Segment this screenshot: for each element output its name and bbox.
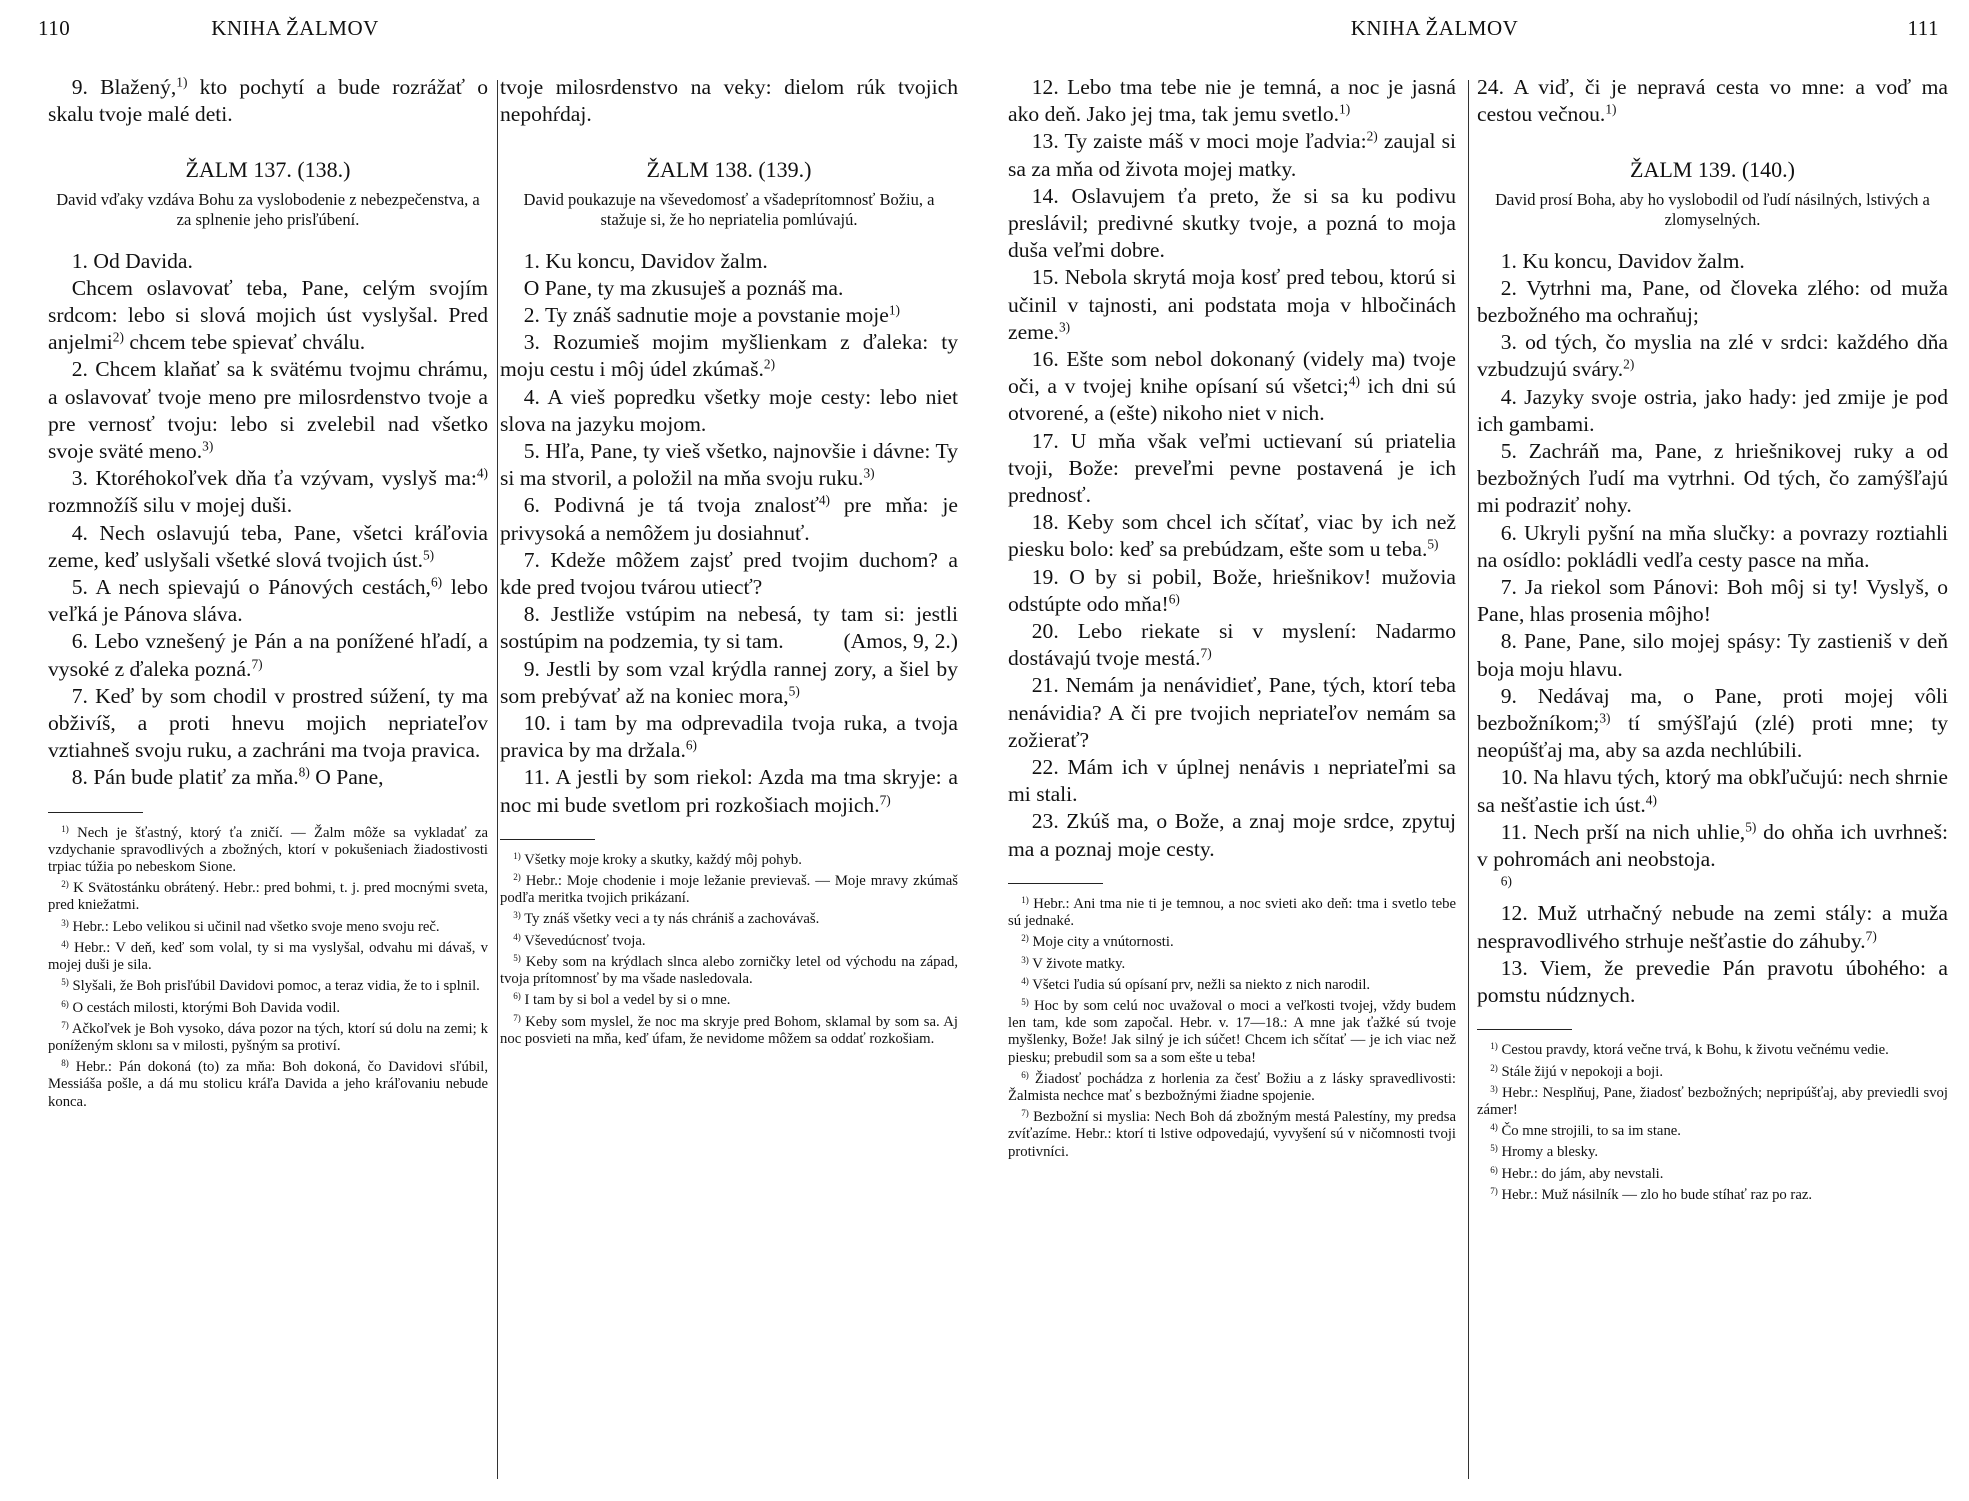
footnote-ref: 1) (1339, 101, 1351, 117)
verse (1008, 672, 1456, 754)
footnote-ref: 2) (1366, 129, 1378, 145)
verse-text: 11. A jestli by som riekol: Azda ma tma skryje: a noc mi bude svetlom pri rozkošiach mojich. (500, 765, 958, 817)
verse-text: 6. Podivná je tá tvoja znalosť (523, 493, 819, 518)
verse (1008, 564, 1456, 618)
footnote-ref: 5) (422, 547, 435, 563)
footnote-ref: 2) (1623, 357, 1635, 373)
verse-text: 9. Blažený, (71, 75, 177, 99)
verse-text: 5. A nech spievajú o Pánových cestách, (71, 575, 431, 600)
verse-text-cont: zaujal si sa za mňa od života mojej matky. (1008, 129, 1456, 181)
footnote (1008, 977, 1456, 994)
verse-text: 5. Zachráň ma, Pane, z hriešnikovej ruky a od bezbožných ľudí ma vytrhni. Od tých, čo zamýšľajú mi podraziť nohy. (1477, 439, 1948, 518)
verse (48, 465, 488, 519)
footnote (1477, 1064, 1948, 1081)
column-body (500, 74, 958, 819)
footnote-number: 2) (1490, 1062, 1498, 1073)
verse-text: 8. Pán bude platiť za mňa. (71, 765, 299, 790)
verse (1008, 264, 1456, 346)
footnote (1008, 956, 1456, 973)
verse (48, 764, 488, 791)
verse-text-cont: rozmnožíš silu v mojej duši. (48, 493, 293, 518)
verse (1477, 628, 1948, 682)
footnote-text: Ačkoľvek je Boh vysoko, dáva pozor na tých, ktorí sú dolu na zemi; k poníženým sklonı sa v milosti, pyšným sa protiví. (48, 1020, 488, 1054)
verse (500, 74, 958, 128)
footnote (500, 873, 958, 907)
footnote-number: 4) (61, 938, 69, 949)
left-page (0, 0, 970, 1501)
footnote-number: 5) (61, 977, 69, 988)
verse-text: 3. Ktoréhokoľvek dňa ťa vzývam, vyslyš ma: (71, 466, 477, 491)
footnote-number: 7) (61, 1019, 69, 1030)
verse-text: 2. Ty znáš sadnutie moje a povstanie moje (523, 303, 889, 328)
footnote-number: 3) (1021, 954, 1029, 965)
footnote-rule (1008, 883, 1103, 884)
footnote (1008, 934, 1456, 951)
footnote-text: Hebr.: Ani tma nie ti je temnou, a noc svieti ako deň: tma i svetlo tebe sú jednaké. (1008, 895, 1456, 930)
footnote (48, 1021, 488, 1055)
verse-text: 15. Nebola skrytá moja kosť pred tebou, ktorú si učinil v tajnosti, ani podstata moja v hlbočinách zeme. (1008, 265, 1456, 344)
footnote-number: 1) (61, 823, 69, 834)
psalm-title: ŽALM 138. (139.) (646, 157, 812, 183)
verse-text: 24. A viď, či je nepravá cesta vo mne: a voď ma cestou večnou. (1477, 75, 1948, 127)
verse-text: 18. Keby som chcel ich sčítať, viac by ich než piesku bolo: keď sa prebúdzam, ešte som u teba. (1008, 510, 1456, 562)
footnote-text: Hebr.: Muž násilník — zlo ho bude stíhať raz po raz. (1497, 1186, 1813, 1203)
footnote-text: Hromy a blesky. (1497, 1144, 1599, 1161)
footnotes (1477, 1042, 1948, 1204)
verse-text: 8. Pane, Pane, silo mojej spásy: Ty zastieniš v deň boja moju hlavu. (1477, 629, 1948, 681)
footnote (500, 992, 958, 1009)
footnote-number: 1) (1490, 1041, 1498, 1052)
verse-text: 10. i tam by ma odprevadila tvoja ruka, a tvoja pravica by ma držala. (500, 711, 958, 763)
footnote-text: O cestách milosti, ktorými Boh Davida vodil. (68, 999, 341, 1016)
verse-text: 14. Oslavujem ťa preto, že si sa ku podivu preslávil; predivné skutky tvoje, a pozná to moja duša veľmi dobre. (1008, 183, 1456, 263)
verse (1477, 900, 1948, 954)
verse-text: 3. Rozumieš mojim myšlienkam z ďaleka: ty moju cestu i môj údel zkúmaš. (500, 330, 958, 382)
verse (500, 329, 958, 383)
footnote (1477, 1123, 1948, 1140)
verse (1477, 955, 1948, 1009)
verse-text: 1. Od Davida. (71, 248, 193, 273)
right-page (990, 0, 1969, 1501)
footnote-number: 5) (513, 952, 521, 963)
running-head-title: KNIHA ŽALMOV (1350, 16, 1519, 40)
verse (500, 601, 958, 655)
footnote (1008, 998, 1456, 1067)
footnote-text: Hebr.: Pán dokoná (to) za mňa: Boh dokoná, čo Davidovi sľúbil, Messiáša pošle, a dá mu stolicu kráľa Davida a jeho kráľovaniu nebude konca. (48, 1059, 488, 1110)
verse-text: 4. Jazyky svoje ostria, jako hady: jed zmije je pod ich gambami. (1477, 384, 1948, 436)
verse (48, 356, 488, 465)
verse-text-cont: tí smýšľajú (zlé) proti mne; ty neopúšťaj ma, aby sa azda nechlúbili. (1477, 711, 1948, 763)
verse-text: 2. Chcem klaňať sa k svätému tvojmu chrámu, a oslavovať tvoje meno pre milosrdenstvo tvoje a pre vernosť tvoju: lebo si zvelebil nad všetko svoje sväté meno. (48, 357, 488, 464)
verse-text: 20. Lebo riekate si v myslení: Nadarmo dostávajú tvoje mestá. (1008, 619, 1456, 671)
footnote-text: Ty znáš všetky veci a ty nás chrániš a zachovávaš. (520, 911, 820, 928)
verse (1477, 248, 1948, 275)
verse-text: 7. Keď by som chodil v prostred súžení, ty ma obživíš, a proti hnevu mojich nepriateľov vztiahneš svoju ruku, a zachráni ma tvoja pravica. (48, 683, 488, 763)
verse (48, 628, 488, 682)
footnote (500, 1014, 958, 1048)
footnotes (500, 852, 958, 1048)
footnote (1477, 1166, 1948, 1183)
verse (1477, 873, 1948, 900)
verse-text-cont: ich dni sú otvorené, a (ešte) nikoho niet v nich. (1008, 374, 1456, 426)
column-divider (497, 80, 498, 1479)
footnote (1008, 1071, 1456, 1105)
verse-text-cont: kto pochytí a bude rozrážať o skalu tvoje malé deti. (48, 75, 488, 127)
footnote (48, 940, 488, 974)
footnote-number: 6) (1021, 1069, 1029, 1080)
verse (1477, 438, 1948, 520)
footnote-text: Čo mne strojili, to sa im stane. (1497, 1123, 1681, 1140)
verse-text: 10. Na hlavu tých, ktorý ma obkľučujú: nech shrnie sa nešťastie ich úst. (1477, 765, 1948, 817)
text-column (1008, 74, 1456, 1489)
footnote-ref: 1) (888, 302, 901, 318)
footnote-ref: 5) (788, 683, 800, 699)
footnote-text: V živote matky. (1028, 955, 1126, 972)
verse-text-cont: pre mňa: je privysoká a nemôžem ju dosiahnuť. (500, 493, 958, 545)
verse-text-cont: lebo veľká je Pánova sláva. (48, 575, 488, 627)
verse (48, 683, 488, 765)
verse-text: 11. Nech prší na nich uhlie, (1500, 819, 1746, 844)
footnote-text: Vševedúcnosť tvoja. (520, 932, 646, 949)
footnote-number: 7) (1021, 1108, 1029, 1119)
verse-text: 6. Lebo vznešený je Pán a na ponížené hľadí, a vysoké z ďaleka pozná. (48, 629, 488, 681)
verse (1477, 74, 1948, 128)
footnote-text: Hebr.: Lebo velikou si učinil nad všetko svoje meno svoju reč. (68, 918, 440, 935)
verse-text: 2. Vytrhni ma, Pane, od človeka zlého: od muža bezbožného ma ochraňuj; (1477, 275, 1948, 328)
verse-text: 12. Muž utrhačný nebude na zemi stály: a muža nespravodlivého strhuje nešťastie do záhuby. (1477, 901, 1948, 953)
verse-text: 22. Mám ich v úplnej nenávis ı nepriateľmi sa mi stali. (1008, 755, 1456, 807)
footnote-text: Hoc by som celú noc uvažoval o moci a veľkosti tvojej, vždy budem len tam, kde som započal. Hebr. v. 17—18.: A mne jak ťažké sú tvoje myšlenky, Bože! Jak silný je ich súčet! Chcem ich sčítať — je ich viac než piesku; prebudil som sa a som ešte u teba! (1008, 997, 1456, 1066)
footnote-ref: 6) (685, 737, 698, 753)
verse (1008, 509, 1456, 563)
verse-text: 17. U mňa však veľmi uctievaní sú priatelia tvoji, Bože: preveľmi pevne postavená je ich prednosť. (1008, 428, 1456, 508)
psalm-title: ŽALM 137. (138.) (185, 157, 351, 183)
footnotes (48, 825, 488, 1111)
footnote (1477, 1144, 1948, 1161)
verse (500, 302, 958, 329)
verse-text: 7. Ja riekol som Pánovi: Boh môj si ty! Vyslyš, o Pane, hlas prosenia môjho! (1477, 575, 1948, 627)
footnote-text: Všetci ľudia sú opísaní prv, nežli sa niekto z nich narodil. (1028, 976, 1371, 993)
footnote (1008, 896, 1456, 930)
verse-text: 1. Ku koncu, Davidov žalm. (1500, 248, 1745, 273)
running-head (0, 16, 970, 46)
column-body (1008, 74, 1456, 863)
footnote-text: Hebr.: do jám, aby nevstali. (1497, 1165, 1664, 1182)
footnote-ref: 7) (1200, 645, 1212, 661)
footnote-text: Žiadosť pochádza z horlenia za česť Božiu a z lásky spravedlivosti: Žalmista nechce mať s bezbožnými žiadne spojenie. (1008, 1070, 1456, 1104)
running-head-title: KNIHA ŽALMOV (211, 16, 379, 40)
verse-text: 4. Nech oslavujú teba, Pane, všetci kráľovia zeme, keď uslyšali všetké slová tvojich úst. (48, 520, 488, 572)
verse-text-cont: chcem tebe spievať chválu. (123, 330, 366, 355)
footnote-text: I tam by si bol a vedel by si o mne. (520, 992, 731, 1009)
footnote-number: 1) (513, 850, 521, 861)
footnote-ref: 7) (251, 656, 263, 672)
verse-text: 6. Ukryli pyšní na mňa slučky: a povrazy roztiahli na osídlo: pokládli vedľa cesty pasce na mňa. (1477, 520, 1948, 572)
footnote-text: Hebr.: V deň, keď som volal, ty si ma vyslyšal, odvahu mi dávaš, v mojej duši je sila. (48, 939, 488, 974)
footnote-ref: 4) (1645, 792, 1657, 808)
verse-text: 16. Ešte som nebol dokonaný (videly ma) tvoje oči, a v tvojej knihe opísaní sú všetci; (1008, 347, 1456, 399)
verse (500, 656, 958, 710)
footnote-number: 4) (513, 931, 521, 942)
verse (500, 384, 958, 438)
running-head (990, 16, 1969, 46)
footnote-ref: 6) (1168, 591, 1180, 607)
verse-text: tvoje milosrdenstvo na veky: dielom rúk tvojich nepohŕdaj. (500, 75, 958, 127)
footnote-ref: 4) (1348, 373, 1360, 389)
verse-text: 21. Nemám ja nenávidieť, Pane, tých, ktorí teba nenávidia? A či pre tvojich nepriateľov nemám sa zožierať? (1008, 673, 1456, 752)
verse (1477, 574, 1948, 628)
footnote-number: 3) (61, 917, 69, 928)
footnote-ref: 3) (863, 465, 875, 481)
footnote (48, 880, 488, 914)
verse-text: 9. Jestli by som vzal krýdla rannej zory, a šiel by som prebývať až na koniec mora, (500, 656, 958, 708)
footnote-number: 3) (1490, 1083, 1498, 1094)
verse (1008, 808, 1456, 862)
footnote-ref: 5) (1745, 819, 1757, 835)
footnote (48, 1059, 488, 1111)
verse (48, 74, 488, 128)
footnote-ref: 3) (202, 438, 214, 454)
footnote (500, 954, 958, 988)
verse-text: Chcem oslavovať teba, Pane, celým svojím srdcom: lebo si slová mojich úst vyslyšal. Pred anjelmi (48, 275, 488, 355)
verse-text: 12. Lebo tma tebe nie je temná, a noc je jasná ako deň. Jako jej tma, tak jemu svetlo. (1008, 75, 1456, 127)
footnote-ref: 2) (112, 329, 124, 345)
footnote (48, 1000, 488, 1017)
footnote (48, 919, 488, 936)
footnote-ref: 7) (1865, 928, 1877, 944)
footnote-number: 3) (513, 910, 521, 921)
footnote-text: Cestou pravdy, ktorá večne trvá, k Bohu, k životu večnému vedie. (1497, 1042, 1889, 1059)
footnote-number: 6) (1490, 1164, 1498, 1175)
verse (1008, 74, 1456, 128)
footnote-ref: 3) (1058, 319, 1071, 335)
verse (48, 275, 488, 357)
verse (1008, 754, 1456, 808)
footnote-text: Hebr.: Moje chodenie i moje ležanie previevaš. — Moje mravy zkúmaš podľa meritka tvojich prikázaní. (500, 873, 958, 907)
footnote-text: Hebr.: Nesplňuj, Pane, žiadosť bezbožných; nepripúšťaj, aby previedli svoj zámer! (1477, 1084, 1948, 1118)
verse (1477, 520, 1948, 574)
column-body (48, 74, 488, 792)
verse (1477, 275, 1948, 329)
page-number: 110 (38, 16, 71, 40)
verse (500, 710, 958, 764)
verse (1008, 618, 1456, 672)
footnote (500, 933, 958, 950)
footnote-ref: 1) (176, 74, 188, 90)
verse-text: 23. Zkúš ma, o Bože, a znaj moje srdce, zpytuj ma a poznaj moje cesty. (1008, 809, 1456, 861)
footnote (1477, 1042, 1948, 1059)
footnote-text: Slyšali, že Boh prisľúbil Davidovi pomoc, a teraz vidia, že to i splnil. (68, 978, 480, 995)
verse-text: 13. Ty zaiste máš v moci moje ľadvia: (1031, 129, 1367, 154)
footnote-number: 4) (1021, 975, 1029, 986)
verse (500, 275, 958, 302)
verse (1008, 183, 1456, 265)
footnote-rule (1477, 1029, 1572, 1030)
verse (1477, 683, 1948, 765)
footnote-text: Stále žijú v nepokoji a boji. (1497, 1063, 1664, 1080)
footnote-ref: 7) (879, 792, 891, 808)
footnote-ref: 8) (298, 765, 310, 781)
verse (1008, 346, 1456, 428)
footnote-number: 6) (61, 998, 69, 1009)
verse (500, 492, 958, 546)
footnote (1477, 1187, 1948, 1204)
verse (500, 764, 958, 818)
verse (500, 438, 958, 492)
footnote-number: 2) (61, 879, 69, 890)
text-column (500, 74, 958, 1489)
footnote-rule (500, 839, 595, 840)
footnote-number: 2) (1021, 933, 1029, 944)
footnote-ref: 4) (818, 493, 831, 509)
footnote-text: Moje city a vnútornosti. (1028, 934, 1174, 951)
footnote (48, 825, 488, 877)
verse (1008, 128, 1456, 182)
verse-text-cont: do ohňa ich uvrhneš: v pohromách ani neobstoja. (1477, 819, 1948, 872)
footnote (500, 852, 958, 869)
footnote (1008, 1109, 1456, 1161)
footnote-number: 5) (1021, 996, 1029, 1007)
verse-text: O Pane, ty ma zkusuješ a poznáš ma. (523, 275, 844, 300)
footnote-ref: 6) (430, 574, 443, 590)
footnote-ref: 4) (476, 465, 488, 481)
column-divider (1468, 80, 1469, 1479)
verse (48, 520, 488, 574)
verse (500, 547, 958, 601)
footnote-number: 5) (1490, 1143, 1498, 1154)
verse (1477, 764, 1948, 818)
verse-text: 13. Viem, že prevedie Pán pravotu úbohého: a pomstu núdznych. (1477, 955, 1948, 1008)
text-column (1477, 74, 1948, 1489)
scripture-reference: (Amos, 9, 2.) (843, 629, 958, 654)
footnote-text: K Svätostánku obrátený. Hebr.: pred bohmi, t. j. pred mocnými sveta, pred kniežatmi. (48, 880, 488, 914)
verse-text: 1. Ku koncu, Davidov žalm. (523, 248, 768, 273)
psalm-summary: David prosí Boha, aby ho vyslobodil od ľudí násilných, lstivých a zlomyselných. (1495, 189, 1930, 229)
footnote-ref: 6) (1500, 873, 1512, 889)
verse (48, 574, 488, 628)
verse-text: 3. od tých, čo myslia na zlé v srdci: každého dňa vzbudzujú sváry. (1477, 330, 1948, 382)
footnote-number: 4) (1490, 1122, 1498, 1133)
verse-text: 5. Hľa, Pane, ty vieš všetko, najnovšie i dávne: Ty si ma stvoril, a položil na mňa svoju ruku. (500, 439, 958, 491)
footnote-number: 6) (513, 991, 521, 1002)
footnote-number: 2) (513, 872, 521, 883)
footnote-ref: 2) (763, 357, 776, 373)
verse-text: 4. A vieš popredku všetky moje cesty: lebo niet slova na jazyku mojom. (500, 384, 958, 436)
page-number: 111 (1907, 16, 1939, 40)
verse-text: 9. Nedávaj ma, o Pane, proti mojej vôli bezbožníkom; (1477, 683, 1948, 736)
footnote-text: Keby som na krýdlach slnca alebo zorničky letel od východu na západ, tvoja prítomnosť by ma všade nasledovala. (500, 953, 958, 988)
verse (1008, 428, 1456, 510)
footnote (1477, 1085, 1948, 1119)
verse-text: 7. Kdeže môžem zajsť pred tvojim duchom? a kde pred tvojou tvárou utiecť? (500, 547, 958, 600)
footnote-ref: 5) (1427, 537, 1439, 553)
footnote-number: 8) (61, 1058, 69, 1069)
verse-text: 19. O by si pobil, Bože, hriešnikov! mužovia odstúpte odo mňa! (1008, 564, 1456, 616)
footnote-text: Keby som myslel, že noc ma skryje pred Bohom, sklamal by som sa. Aj noc posvieti na mňa, keď úfam, že nevidome môžem sa oddať rozkošiam. (500, 1013, 958, 1047)
footnote-text: Všetky moje kroky a skutky, každý môj pohyb. (520, 851, 802, 868)
footnote-number: 1) (1021, 894, 1029, 905)
verse-text: 8. Jestliže vstúpim na nebesá, ty tam si: jestli sostúpim na podzemia, ty si tam. (500, 602, 958, 654)
verse (48, 248, 488, 275)
psalm-summary: David vďaky vzdáva Bohu za vyslobodenie z nebezpečenstva, a za splnenie jeho prisľúbení. (56, 189, 480, 229)
text-column (48, 74, 488, 1489)
footnote-number: 7) (1490, 1185, 1498, 1196)
verse (1477, 384, 1948, 438)
verse (1477, 329, 1948, 383)
verse (500, 248, 958, 275)
footnote (500, 911, 958, 928)
footnote-ref: 1) (1605, 101, 1617, 117)
footnote-text: Bezbožní si myslia: Nech Boh dá zbožným mestá Palestíny, my predsa zvíťazíme. Hebr.: ktorí ti lstive odpovedajú, vyvyšení sú v ničomnosti tvoji protivníci. (1008, 1109, 1456, 1160)
footnote-number: 7) (513, 1012, 521, 1023)
footnotes (1008, 896, 1456, 1161)
verse (1477, 819, 1948, 873)
footnote-ref: 3) (1599, 710, 1611, 726)
column-body (1477, 74, 1948, 1009)
psalm-title: ŽALM 139. (140.) (1630, 157, 1795, 183)
footnote-rule (48, 812, 143, 813)
psalm-summary: David poukazuje na vševedomosť a všadeprítomnosť Božiu, a stažuje si, že ho nepriatelia pomlúvajú. (523, 189, 935, 229)
footnote (48, 978, 488, 995)
footnote-text: Nech je šťastný, ktorý ťa zničí. — Žalm môže sa vykladať za vzdychanie spravodlivých a zbožných, ktorí v pokušeniach žiadostivosti trpiac túžia po nebeskom Sione. (48, 824, 488, 876)
verse-text-cont: O Pane, (309, 765, 384, 790)
